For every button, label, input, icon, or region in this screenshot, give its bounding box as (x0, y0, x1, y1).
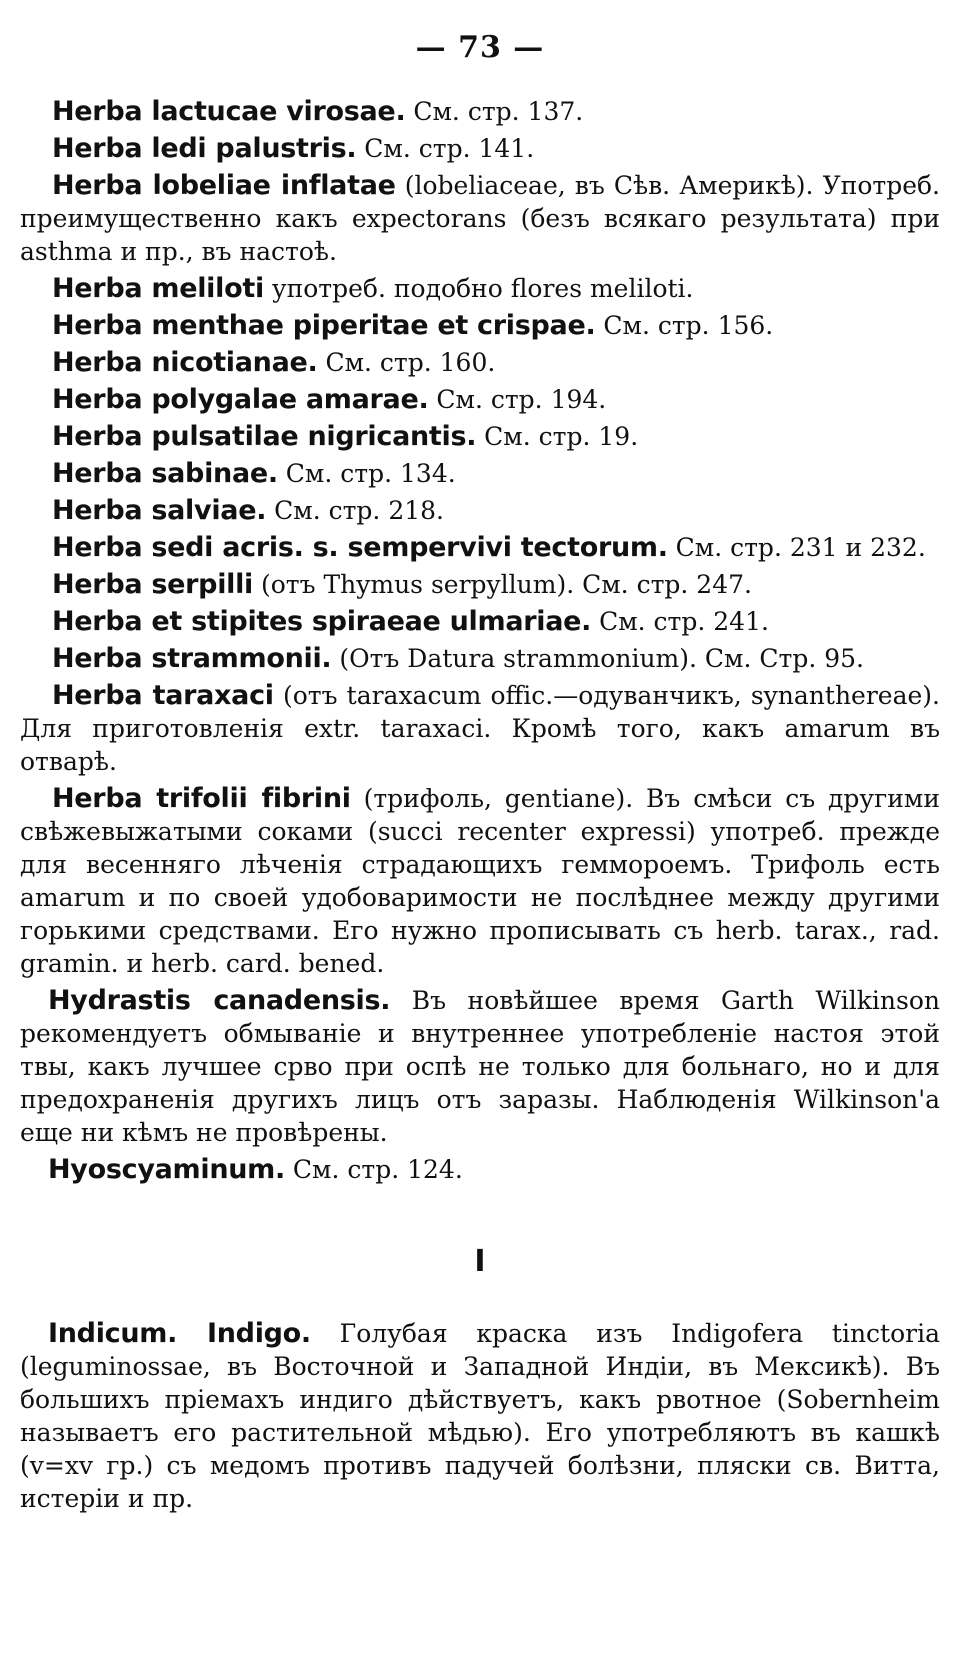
headword: Herba salviae. (52, 495, 267, 526)
entry-text: См. стр. 156. (595, 311, 774, 340)
headword: Herba taraxaci (52, 680, 274, 711)
headword: Herba menthae piperitae et crispae. (52, 310, 596, 341)
headword: Herba nicotianae. (52, 347, 318, 378)
entry (20, 309, 940, 342)
headword: Herba polygalae amarae. (52, 384, 429, 415)
headword: Herba sabinae. (52, 458, 278, 489)
entry-text: Въ новѣйшее время Garth Wilkinson рекомендуетъ обмываніе и внутреннее употребленіе настоя этой твы, какъ лучшее срво при оспѣ не только для больнаго, но и для предохраненія другихъ лицъ отъ заразы. Наблюденія Wilkinson'а еще ни кѣмъ не провѣрены. (20, 986, 940, 1147)
page (20, 30, 940, 1519)
entry (20, 420, 940, 453)
entry-text: См. стр. 160. (317, 348, 496, 377)
headword: Herba ledi palustris. (52, 133, 357, 164)
headword: Herba pulsatilae nigricantis. (52, 421, 477, 452)
entry-text: См. стр. 124. (284, 1155, 463, 1184)
headword: Herba lobeliae inflatae (52, 170, 396, 201)
entry-text: См. стр. 141. (356, 134, 535, 163)
entry (20, 494, 940, 527)
entry (20, 272, 940, 305)
entry (20, 642, 940, 675)
headword: Indicum. Indigo. (48, 1318, 311, 1349)
headword: Herba strammonii. (52, 643, 332, 674)
headword: Herba lactucae virosae. (52, 96, 406, 127)
entry (20, 1153, 940, 1186)
entry (20, 169, 940, 268)
entry (20, 782, 940, 980)
entry-text: См. стр. 231 и 232. (667, 533, 926, 562)
section-letter: I (474, 1244, 486, 1279)
entry (20, 457, 940, 490)
headword: Herba et stipites spiraeae ulmariae. (52, 606, 592, 637)
headword: Herba meliloti (52, 273, 264, 304)
headword: Herba serpilli (52, 569, 254, 600)
entry-text: См. стр. 218. (266, 496, 444, 525)
entry (20, 383, 940, 416)
entry-text: См. стр. 241. (591, 607, 769, 636)
entry-text: (lobeliaceae, въ Сѣв. Америкѣ). Употреб. преимущественно какъ expectorans (безъ всякаго результата) при asthma и пр., въ настоѣ. (20, 171, 941, 266)
entry-text: См. стр. 137. (405, 97, 584, 126)
entry (20, 95, 940, 128)
entry (20, 984, 940, 1149)
entry-text: (отъ Thymus serpyllum). См. стр. 247. (253, 570, 752, 599)
entry-text: (Отъ Datura strammonium). См. Стр. 95. (331, 644, 864, 673)
entry-list (20, 95, 940, 1186)
entry-text: (трифоль, gentiane). Въ смѣси съ другими свѣжевыжатыми соками (succi recenter expressi) употреб. прежде для весенняго лѣченія страдающихъ геммороемъ. Трифоль есть amarum и по своей удобоваримости не послѣднее между другими горькими средствами. Его нужно прописывать съ herb. tarax., rad. gramin. и herb. card. bened. (20, 784, 940, 978)
entry-text: См. стр. 134. (277, 459, 456, 488)
entry (20, 679, 940, 778)
entry (20, 531, 940, 564)
entry-text: Голубая краска изъ Indigofera tinctoria (leguminossae, въ Восточной и Западной Индіи, въ Мексикѣ). Въ большихъ пріемахъ индиго дѣйствуетъ, какъ рвотное (Sobernheim называетъ его растительной мѣдью). Его употребляютъ въ кашкѣ (v=xv гр.) съ медомъ противъ падучей болѣзни, пляски св. Витта, истеріи и пр. (20, 1319, 940, 1513)
headword: Hyoscyaminum. (48, 1154, 285, 1185)
section-entry-list (20, 1317, 940, 1515)
entry (20, 1317, 940, 1515)
entry (20, 568, 940, 601)
entry-text: употреб. подобно flores meliloti. (263, 274, 694, 303)
entry-text: См. стр. 194. (428, 385, 607, 414)
page-number: — 73 — (415, 30, 545, 65)
entry (20, 346, 940, 379)
headword: Herba sedi acris. s. sempervivi tectorum. (52, 532, 668, 563)
headword: Hydrastis canadensis. (48, 985, 391, 1016)
entry-text: (отъ taraxacum offic.—одуванчикъ, synanthereae). Для приготовленія extr. taraxaci. Кромѣ того, какъ amarum въ отварѣ. (20, 681, 940, 776)
headword: Herba trifolii fibrini (52, 783, 351, 814)
entry-text: См. стр. 19. (476, 422, 639, 451)
entry (20, 605, 940, 638)
entry (20, 132, 940, 165)
